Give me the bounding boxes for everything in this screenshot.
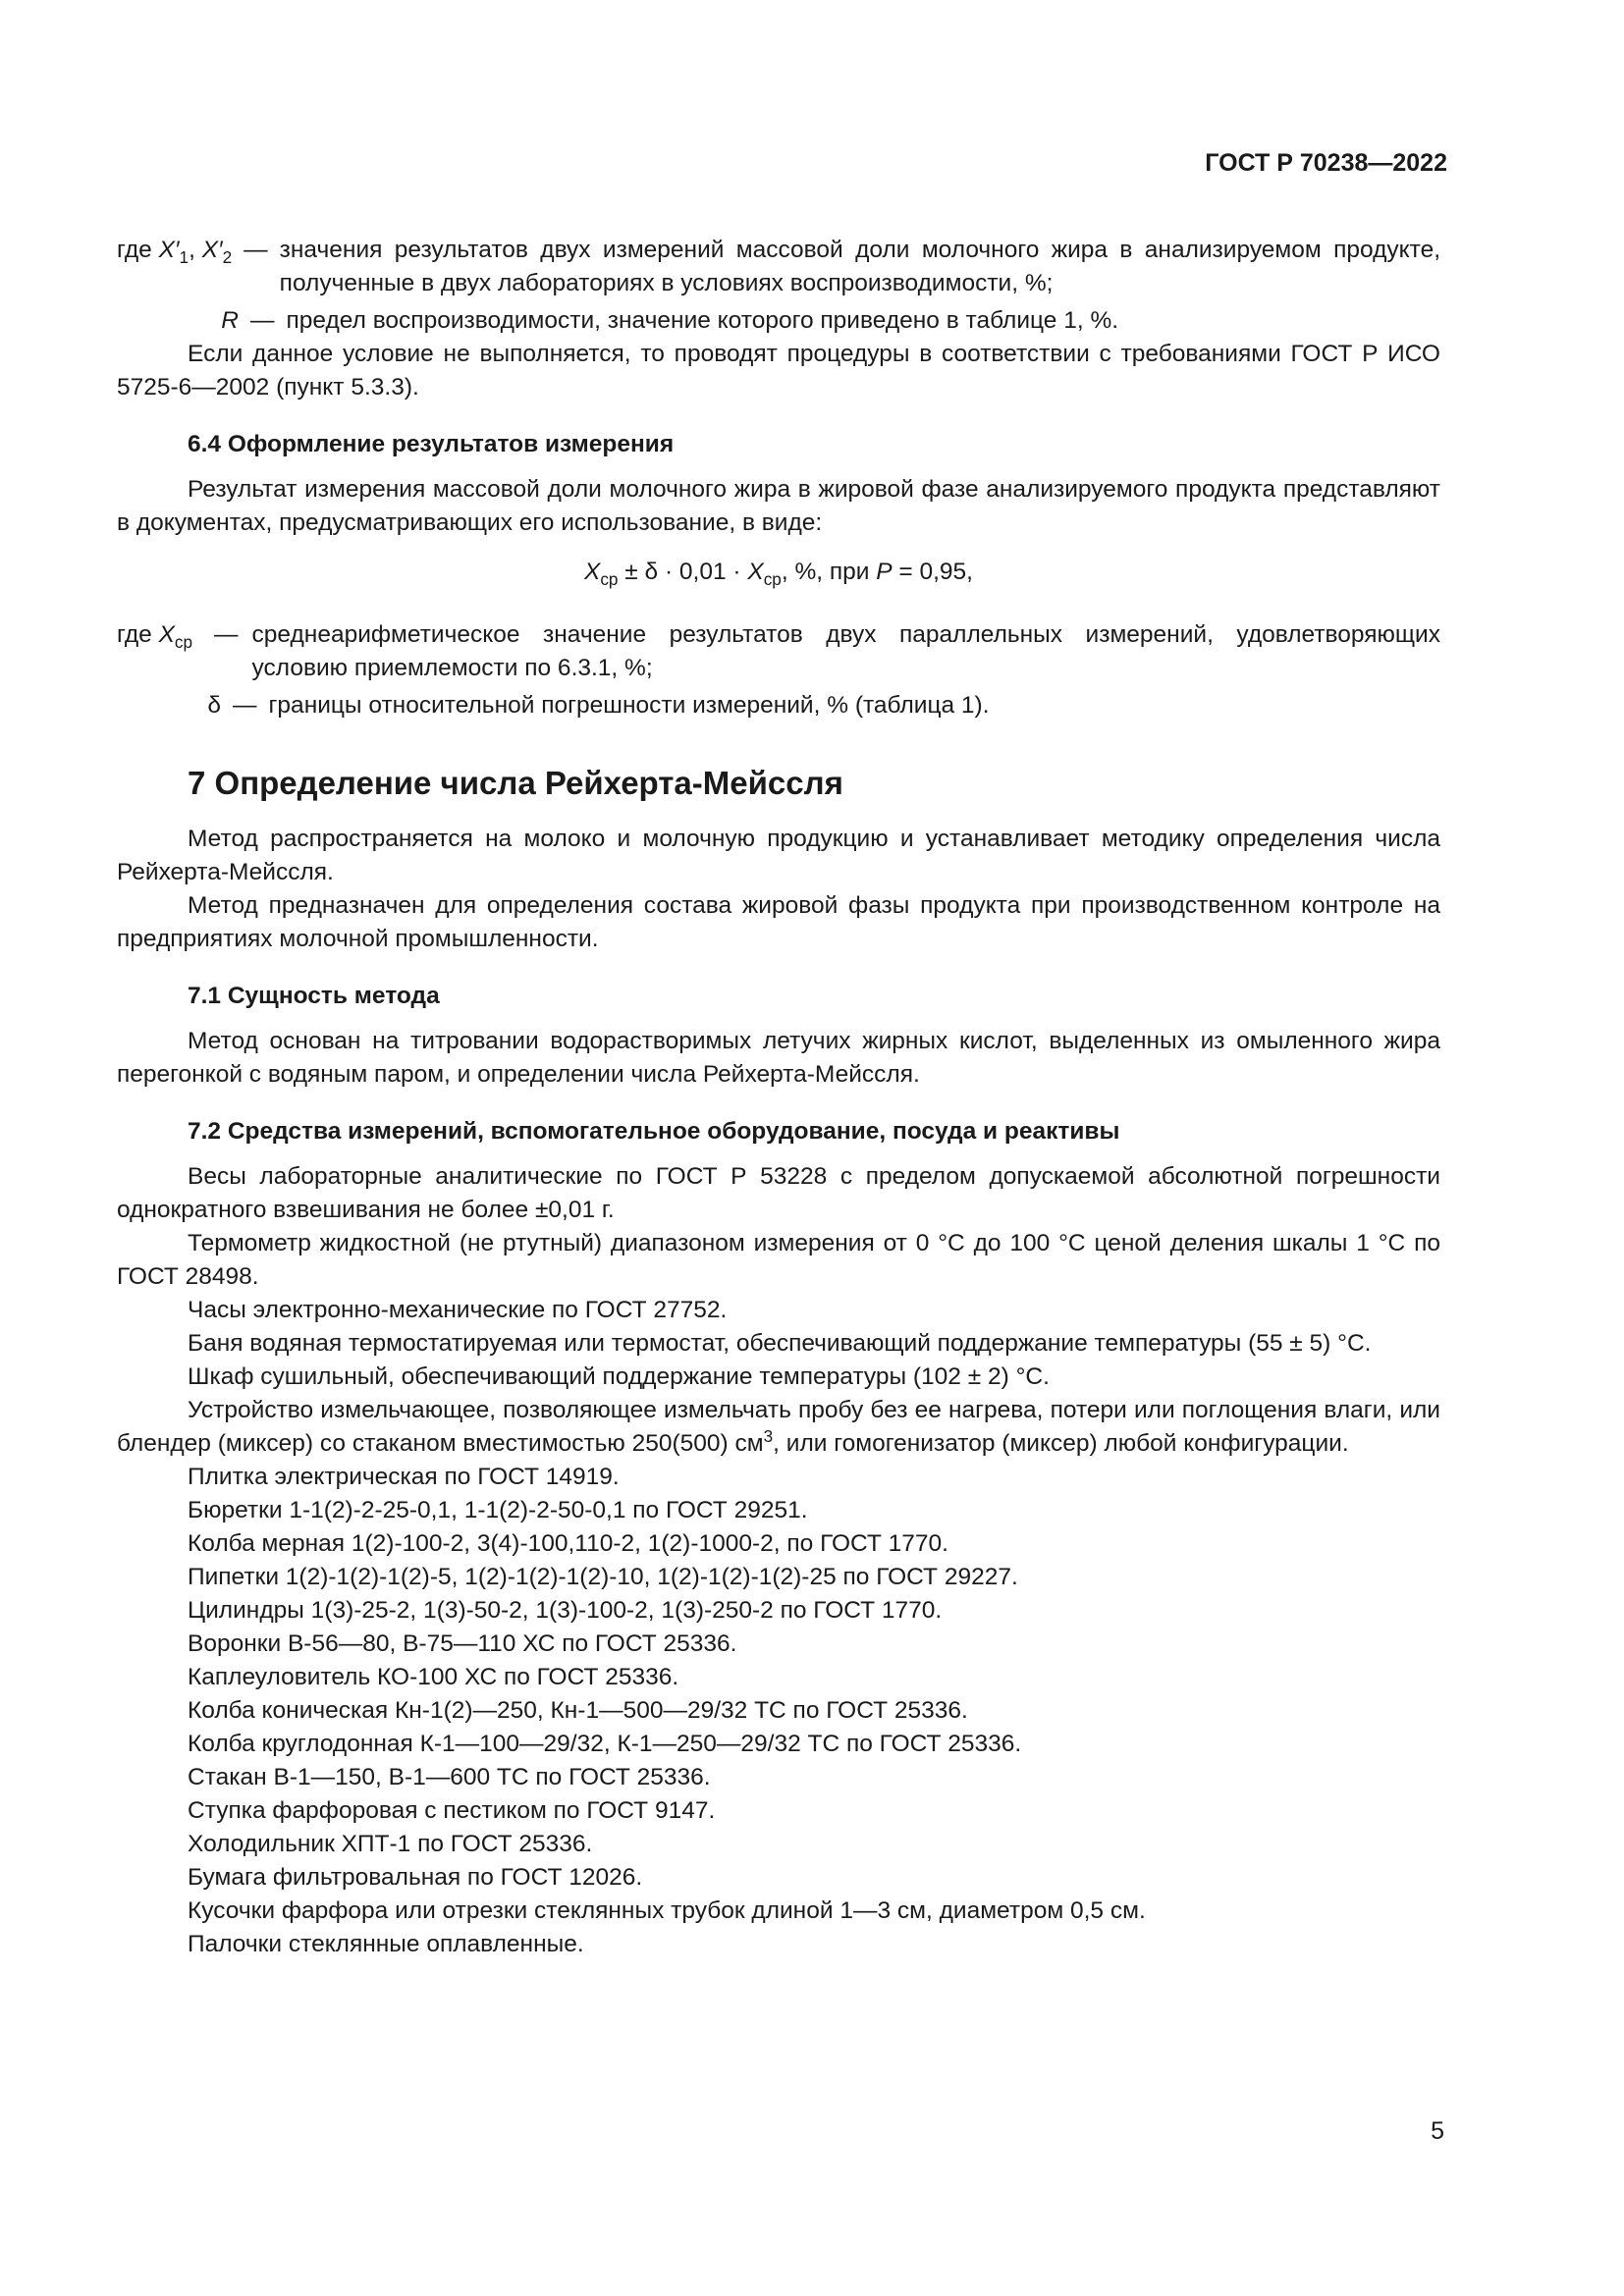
equipment-scales: Весы лабораторные аналитические по ГОСТ Р 53228 с пределом допускаемой абсолютной погрешности однократного взвешивания не более ±0,01 г. bbox=[117, 1163, 1440, 1223]
legend-dash: — bbox=[244, 237, 268, 263]
equipment-grinder: Устройство измельчающее, позволяющее измельчать пробу без ее нагрева, потери или поглощения влаги, или блендер (миксер) со стаканом вместимостью 250(500) $см^3$, или гомогенизатор (миксер) любой конфигурации. bbox=[117, 1397, 1440, 1457]
section-7-title: 7 Определение числа Рейхерта-Мейссля bbox=[188, 765, 843, 801]
legend-symbol: R bbox=[221, 307, 239, 334]
list-item: Колба коническая Кн-1(2)—250, Кн-1—500—29/32 ТС по ГОСТ 25336. bbox=[188, 1697, 968, 1724]
section-7-paragraph-1: Метод распространяется на молоко и молочную продукцию и устанавливает методику определения числа Рейхерта-Мейссля. bbox=[117, 826, 1440, 885]
list-item: Холодильник ХПТ-1 по ГОСТ 25336. bbox=[188, 1831, 593, 1857]
legend-dash: — bbox=[250, 307, 275, 334]
legend-delta bbox=[117, 689, 1440, 722]
list-item: Цилиндры 1(3)-25-2, 1(3)-50-2, 1(3)-100-2, 1(3)-250-2 по ГОСТ 1770. bbox=[188, 1597, 943, 1624]
legend-r bbox=[117, 304, 1440, 338]
page-content bbox=[117, 234, 1440, 1961]
section-6-4-paragraph: Результат измерения массовой доли молочного жира в жировой фазе анализируемого продукта представляют в документах, предусматривающих его использование, в виде: bbox=[117, 476, 1440, 536]
legend-symbol: где $X_{ср}$ bbox=[117, 621, 193, 652]
list-item: Бюретки 1-1(2)-2-25-0,1, 1-1(2)-2-50-0,1 по ГОСТ 29251. bbox=[188, 1497, 808, 1523]
legend-text: границы относительной погрешности измерений, % (таблица 1). bbox=[268, 692, 990, 719]
legend-symbol: δ bbox=[207, 692, 221, 719]
equipment-water-bath: Баня водяная термостатируемая или термостат, обеспечивающий поддержание температуры (55 ± 5) °С. bbox=[188, 1330, 1372, 1357]
list-item: Каплеуловитель КО-100 ХС по ГОСТ 25336. bbox=[188, 1664, 679, 1690]
section-7-2-title: 7.2 Средства измерений, вспомогательное оборудование, посуда и реактивы bbox=[188, 1118, 1120, 1145]
list-item: Пипетки 1(2)-1(2)-1(2)-5, 1(2)-1(2)-1(2)-10, 1(2)-1(2)-1(2)-25 по ГОСТ 29227. bbox=[188, 1564, 1018, 1590]
document-header: ГОСТ Р 70238—2022 bbox=[1205, 149, 1447, 177]
section-7-1-paragraph: Метод основан на титровании водорастворимых летучих жирных кислот, выделенных из омыленного жира перегонкой с водяным паром, и определении числа Рейхерта-Мейссля. bbox=[117, 1028, 1440, 1088]
legend-dash: — bbox=[214, 621, 239, 648]
list-item: Плитка электрическая по ГОСТ 14919. bbox=[188, 1464, 620, 1490]
legend-text: предел воспроизводимости, значение которого приведено в таблице 1, %. bbox=[286, 307, 1119, 334]
section-7-1-title: 7.1 Сущность метода bbox=[188, 983, 440, 1009]
equipment-drying-oven: Шкаф сушильный, обеспечивающий поддержание температуры (102 ± 2) °С. bbox=[188, 1363, 1050, 1390]
list-item: Колба мерная 1(2)-100-2, 3(4)-100,110-2, 1(2)-1000-2, по ГОСТ 1770. bbox=[188, 1530, 948, 1557]
legend-text: среднеарифметическое значение результатов двух параллельных измерений, удовлетворяющих условию приемлемости по 6.3.1, %; bbox=[251, 621, 1440, 681]
page-number: 5 bbox=[1431, 2117, 1444, 2145]
section-6-4-title: 6.4 Оформление результатов измерения bbox=[188, 431, 675, 457]
equipment-list bbox=[117, 1461, 1440, 1961]
formula: $X_{ср} \pm \delta \cdot 0,01 \cdot X_{ср}$, %, при P = 0,95, bbox=[583, 559, 973, 589]
legend-x-avg bbox=[117, 618, 1440, 685]
list-item: Воронки В-56—80, В-75—110 ХС по ГОСТ 25336. bbox=[188, 1630, 737, 1657]
list-item: Бумага фильтровальная по ГОСТ 12026. bbox=[188, 1864, 643, 1891]
legend-symbol: где $X'_1$, $X'_2$ bbox=[117, 237, 233, 267]
legend-x-prime bbox=[117, 234, 1440, 300]
list-item: Стакан В-1—150, В-1—600 ТС по ГОСТ 25336. bbox=[188, 1764, 711, 1790]
section-7-paragraph-2: Метод предназначен для определения состава жировой фазы продукта при производственном контроле на предприятиях молочной промышленности. bbox=[117, 892, 1440, 952]
list-item: Ступка фарфоровая с пестиком по ГОСТ 9147. bbox=[188, 1797, 716, 1824]
paragraph-condition: Если данное условие не выполняется, то проводят процедуры в соответствии с требованиями ГОСТ Р ИСО 5725-6—2002 (пункт 5.3.3). bbox=[117, 341, 1440, 400]
legend-text: значения результатов двух измерений массовой доли молочного жира в анализируемом продукте, полученные в двух лабораториях в условиях воспроизводимости, %; bbox=[279, 237, 1440, 296]
legend-dash: — bbox=[233, 692, 257, 719]
list-item: Палочки стеклянные оплавленные. bbox=[188, 1931, 584, 1957]
list-item: Кусочки фарфора или отрезки стеклянных трубок длиной 1—3 см, диаметром 0,5 см. bbox=[188, 1897, 1146, 1924]
equipment-thermometer: Термометр жидкостной (не ртутный) диапазоном измерения от 0 °С до 100 °С ценой деления шкалы 1 °С по ГОСТ 28498. bbox=[117, 1230, 1440, 1290]
list-item: Колба круглодонная К-1—100—29/32, К-1—250—29/32 ТС по ГОСТ 25336. bbox=[188, 1731, 1022, 1757]
equipment-clock: Часы электронно-механические по ГОСТ 27752. bbox=[188, 1297, 728, 1323]
